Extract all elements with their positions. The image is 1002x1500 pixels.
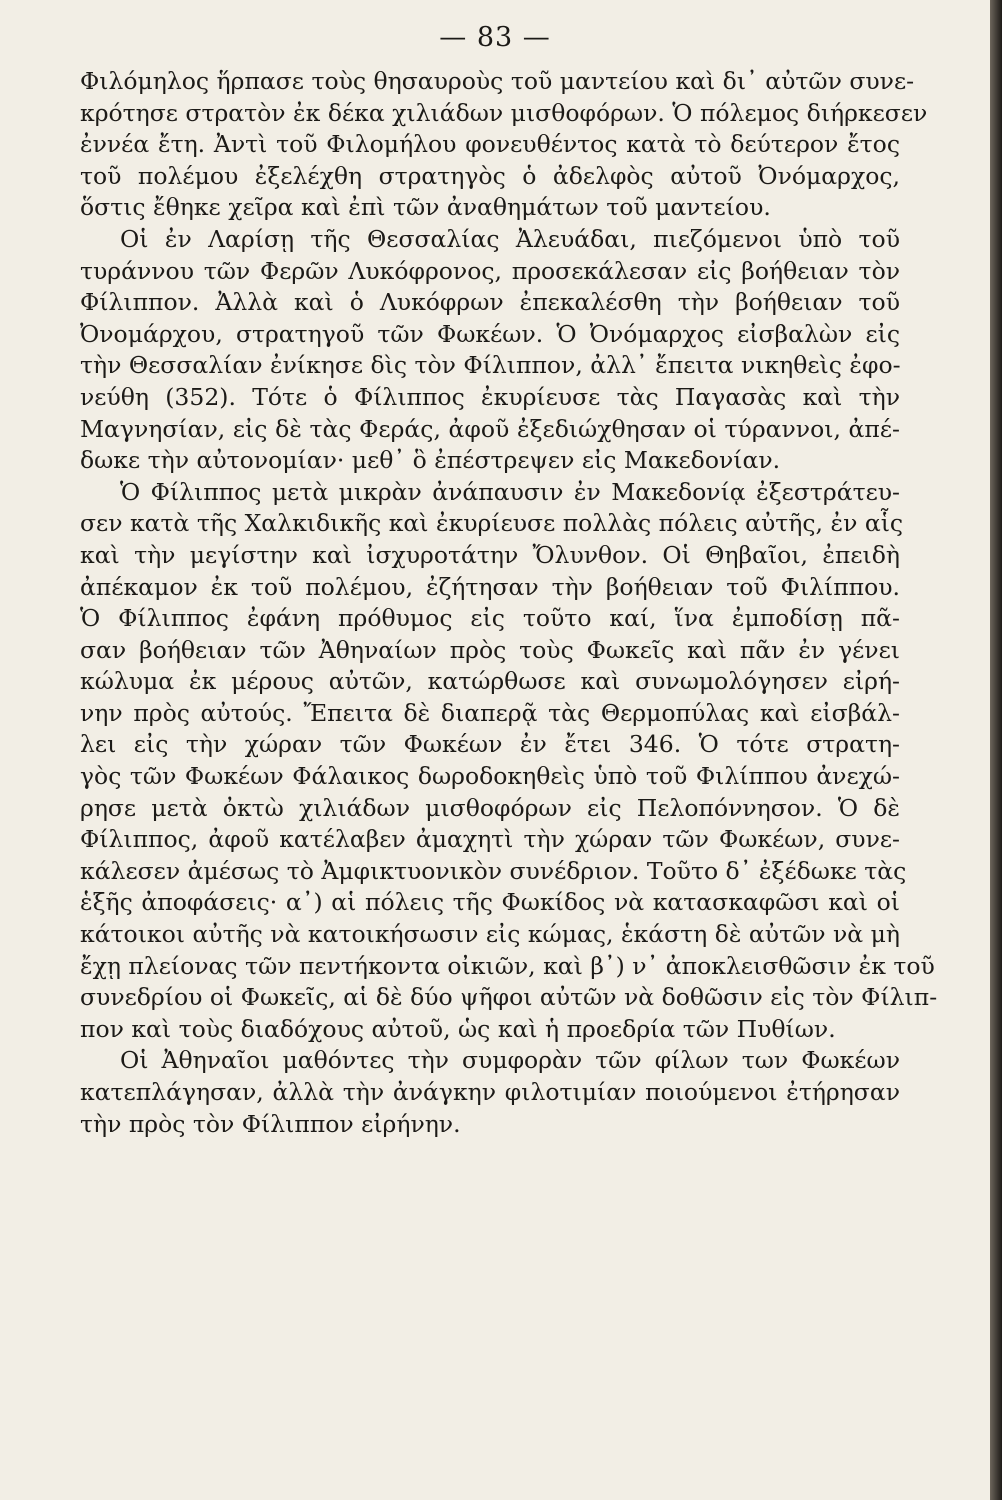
text-line: ρησε μετὰ ὀκτὼ χιλιάδων μισθοφόρων εἰς Πελοπόννησον. Ὁ δὲ [80,793,900,822]
text-line: δωκε τὴν αὐτονομίαν· μεθ᾽ ὃ ἐπέστρεψεν εἰς Μακεδονίαν. [80,446,781,475]
text-line: ἔχῃ πλείονας τῶν πεντήκοντα οἰκιῶν, καὶ β᾽) ν᾽ ἀποκλεισθῶσιν ἐκ τοῦ [80,951,935,980]
text-line: Φιλόμηλος ἥρπασε τοὺς θησαυροὺς τοῦ μαντείου καὶ δι᾽ αὐτῶν συνε- [80,67,915,95]
text-line: πον καὶ τοὺς διαδόχους αὐτοῦ, ὡς καὶ ἡ προεδρία τῶν Πυθίων. [80,1014,836,1043]
text-line: καὶ τὴν μεγίστην καὶ ἰσχυροτάτην Ὄλυνθον. Οἱ Θηβαῖοι, ἐπειδὴ [80,540,900,569]
text-line: Ὁ Φίλιππος ἐφάνη πρόθυμος εἰς τοῦτο καί, ἵνα ἐμποδίσῃ πᾶ- [80,604,900,633]
paragraph [80,1045,900,1140]
text-line: τοῦ πολέμου ἐξελέχθη στρατηγὸς ὁ ἀδελφὸς αὐτοῦ Ὀνόμαρχος, [80,161,900,190]
text-line: τὴν Θεσσαλίαν ἐνίκησε δὶς τὸν Φίλιππον, ἀλλ᾽ ἔπειτα νικηθεὶς ἐφο- [80,351,901,380]
text-line: νεύθη (352). Τότε ὁ Φίλιππος ἐκυρίευσε τὰς Παγασὰς καὶ τὴν [80,382,900,411]
paragraph [80,66,928,224]
text-line: κάλεσεν ἀμέσως τὸ Ἀμφικτυονικὸν συνέδριον. Τοῦτο δ᾽ ἐξέδωκε τὰς [80,856,907,885]
text-line: κώλυμα ἐκ μέρους αὐτῶν, κατώρθωσε καὶ συνωμολόγησεν εἰρή- [80,667,900,696]
text-line: Οἱ Ἀθηναῖοι μαθόντες τὴν συμφορὰν τῶν φίλων των Φωκέων [120,1046,900,1075]
body-text [80,66,938,1140]
text-line: λει εἰς τὴν χώραν τῶν Φωκέων ἐν ἔτει 346. Ὁ τότε στρατη- [80,730,900,759]
text-line: ὅστις ἔθηκε χεῖρα καὶ ἐπὶ τῶν ἀναθημάτων τοῦ μαντείου. [80,193,771,222]
paragraph [80,477,938,1046]
text-line: σαν βοήθειαν τῶν Ἀθηναίων πρὸς τοὺς Φωκεῖς καὶ πᾶν ἐν γένει [80,635,900,664]
text-line: σεν κατὰ τῆς Χαλκιδικῆς καὶ ἐκυρίευσε πολλὰς πόλεις αὐτῆς, ἐν αἷς [80,509,904,538]
text-line: κρότησε στρατὸν ἐκ δέκα χιλιάδων μισθοφόρων. Ὁ πόλεμος διήρκεσεν [80,98,928,127]
text-line: γὸς τῶν Φωκέων Φάλαικος δωροδοκηθεὶς ὑπὸ τοῦ Φιλίππου ἀνεχώ- [80,762,900,791]
text-line: Φίλιππος, ἀφοῦ κατέλαβεν ἀμαχητὶ τὴν χώραν τῶν Φωκέων, συνε- [80,825,900,854]
text-line: κατεπλάγησαν, ἀλλὰ τὴν ἀνάγκην φιλοτιμίαν ποιούμενοι ἐτήρησαν [80,1078,900,1106]
paragraph [80,224,900,477]
text-line: Μαγνησίαν, εἰς δὲ τὰς Φεράς, ἀφοῦ ἐξεδιώχθησαν οἱ τύραννοι, ἀπέ- [80,414,900,443]
text-line: τὴν πρὸς τὸν Φίλιππον εἰρήνην. [80,1109,461,1138]
page-number: — 83 — [439,22,551,53]
book-spine-shadow [990,0,1002,1500]
text-line: τυράννου τῶν Φερῶν Λυκόφρονος, προσεκάλεσαν εἰς βοήθειαν τὸν [80,256,900,285]
text-line: ἐννέα ἔτη. Ἀντὶ τοῦ Φιλομήλου φονευθέντος κατὰ τὸ δεύτερον ἔτος [80,130,900,159]
text-line: κάτοικοι αὐτῆς νὰ κατοικήσωσιν εἰς κώμας, ἑκάστη δὲ αὐτῶν νὰ μὴ [80,920,900,949]
text-line: συνεδρίου οἱ Φωκεῖς, αἱ δὲ δύο ψῆφοι αὐτῶν νὰ δοθῶσιν εἰς τὸν Φίλιπ- [80,983,938,1012]
text-line: Ὁ Φίλιππος μετὰ μικρὰν ἀνάπαυσιν ἐν Μακεδονίᾳ ἐξεστράτευ- [120,477,900,506]
text-line: ἀπέκαμον ἐκ τοῦ πολέμου, ἐζήτησαν τὴν βοήθειαν τοῦ Φιλίππου. [80,572,900,601]
text-line: Φίλιππον. Ἀλλὰ καὶ ὁ Λυκόφρων ἐπεκαλέσθη τὴν βοήθειαν τοῦ [80,288,900,317]
text-line: Ὀνομάρχου, στρατηγοῦ τῶν Φωκέων. Ὁ Ὀνόμαρχος εἰσβαλὼν εἰς [80,319,900,348]
text-line: Οἱ ἐν Λαρίσῃ τῆς Θεσσαλίας Ἀλευάδαι, πιεζόμενοι ὑπὸ τοῦ [120,224,900,253]
text-line: νην πρὸς αὐτούς. Ἔπειτα δὲ διαπερᾷ τὰς Θερμοπύλας καὶ εἰσβάλ- [80,698,900,727]
text-line: ἑξῆς ἀποφάσεις· α᾽) αἱ πόλεις τῆς Φωκίδος νὰ κατασκαφῶσι καὶ οἱ [80,888,900,917]
